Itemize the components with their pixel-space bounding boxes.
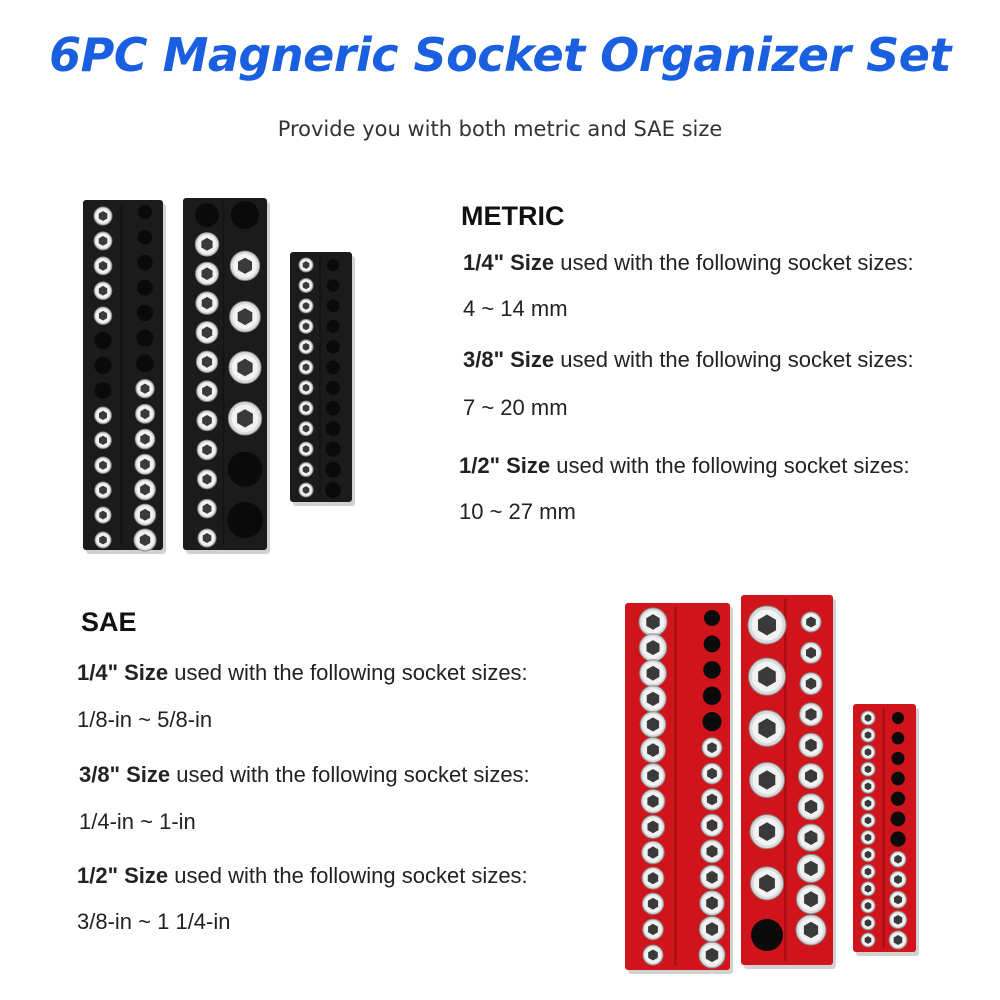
socket — [94, 282, 112, 300]
metric-heading: METRIC — [461, 201, 565, 231]
socket — [800, 673, 822, 695]
page-subtitle: Provide you with both metric and SAE size — [277, 117, 723, 141]
socket — [796, 915, 826, 945]
empty-post — [326, 340, 339, 353]
sae-range-quarter: 1/8-in ~ 5/8-in — [77, 707, 213, 732]
socket — [196, 292, 218, 314]
socket — [95, 407, 112, 424]
socket — [640, 712, 666, 738]
empty-post — [138, 205, 152, 219]
empty-post — [137, 305, 153, 321]
empty-post — [703, 687, 721, 705]
socket — [299, 360, 313, 374]
socket — [641, 764, 665, 788]
socket — [861, 779, 875, 793]
socket — [134, 529, 156, 551]
empty-post — [136, 330, 153, 347]
empty-post — [137, 280, 153, 296]
socket — [195, 233, 218, 256]
socket — [299, 442, 313, 456]
socket — [95, 532, 111, 548]
socket — [643, 945, 663, 965]
socket — [639, 634, 666, 661]
socket — [299, 319, 313, 333]
empty-post — [325, 462, 341, 478]
empty-post — [228, 452, 263, 487]
empty-post — [702, 712, 721, 731]
socket — [196, 262, 219, 285]
socket — [861, 711, 875, 725]
empty-post — [94, 332, 111, 349]
metric-range-half: 10 ~ 27 mm — [459, 499, 576, 524]
metric-range-quarter: 4 ~ 14 mm — [463, 296, 568, 321]
socket-rail — [290, 252, 355, 506]
socket — [94, 257, 112, 275]
empty-post — [138, 230, 153, 245]
socket — [700, 891, 724, 915]
socket — [197, 381, 218, 402]
socket — [642, 841, 664, 863]
socket — [798, 794, 824, 820]
socket — [642, 893, 663, 914]
socket — [748, 606, 786, 644]
empty-post — [751, 919, 783, 951]
sae-row-size: 1/4" Size — [77, 660, 169, 685]
empty-post — [327, 259, 339, 271]
socket — [94, 207, 112, 225]
socket — [889, 911, 906, 928]
socket — [699, 942, 725, 968]
empty-post — [892, 712, 904, 724]
sae-row-size: 1/2" Size — [77, 863, 169, 888]
socket — [750, 815, 784, 849]
socket — [196, 351, 217, 372]
socket — [700, 865, 724, 889]
socket — [640, 686, 666, 712]
socket — [797, 885, 826, 914]
empty-post — [327, 300, 340, 313]
socket — [701, 814, 723, 836]
socket — [94, 232, 112, 250]
socket — [861, 762, 875, 776]
empty-post — [326, 401, 341, 416]
metric-row-half — [459, 453, 910, 479]
socket — [861, 796, 875, 810]
socket — [861, 728, 875, 742]
socket — [95, 507, 111, 523]
empty-post — [892, 732, 905, 745]
sae-row-text: used with the following socket sizes: — [168, 660, 528, 685]
empty-post — [891, 752, 904, 765]
socket — [861, 813, 875, 827]
empty-post — [326, 421, 341, 436]
socket — [197, 410, 217, 430]
socket-rail — [625, 603, 733, 974]
socket — [701, 789, 722, 810]
socket — [889, 931, 907, 949]
metric-row-quarter — [463, 250, 914, 276]
socket — [798, 824, 825, 851]
sae-row-half — [77, 863, 528, 889]
socket-rail — [741, 595, 836, 969]
socket — [799, 764, 824, 789]
socket — [701, 840, 724, 863]
socket — [134, 504, 155, 525]
socket — [861, 933, 875, 947]
socket — [95, 432, 112, 449]
metric-socket-rails-image — [83, 198, 355, 554]
metric-row-size: 3/8" Size — [463, 347, 555, 372]
empty-post — [326, 381, 340, 395]
socket — [799, 733, 823, 757]
socket — [861, 916, 875, 930]
empty-post — [227, 502, 263, 538]
sae-row-text: used with the following socket sizes: — [170, 762, 530, 787]
socket-rail — [183, 198, 270, 554]
empty-post — [136, 355, 154, 373]
socket — [197, 470, 216, 489]
socket — [750, 763, 785, 798]
empty-post — [326, 360, 340, 374]
socket — [861, 865, 875, 879]
socket — [797, 854, 825, 882]
metric-row-text: used with the following socket sizes: — [554, 347, 914, 372]
socket — [641, 815, 664, 838]
empty-post — [137, 255, 152, 270]
socket — [299, 381, 313, 395]
socket — [94, 307, 111, 324]
sae-range-half: 3/8-in ~ 1 1/4-in — [77, 909, 231, 934]
socket — [135, 454, 155, 474]
socket — [749, 658, 786, 695]
socket — [299, 258, 313, 272]
socket — [136, 404, 155, 423]
socket — [643, 919, 664, 940]
socket — [800, 703, 823, 726]
empty-post — [325, 441, 340, 456]
socket — [299, 299, 313, 313]
socket — [198, 529, 216, 547]
socket — [890, 871, 906, 887]
socket — [861, 882, 875, 896]
empty-post — [231, 201, 259, 229]
socket — [861, 745, 875, 759]
socket — [702, 763, 723, 784]
socket — [890, 891, 907, 908]
socket — [230, 301, 261, 332]
empty-post — [891, 812, 906, 827]
socket — [299, 340, 313, 354]
metric-row-text: used with the following socket sizes: — [550, 453, 910, 478]
empty-post — [325, 482, 341, 498]
empty-post — [891, 772, 905, 786]
empty-post — [326, 320, 339, 333]
socket — [639, 608, 667, 636]
empty-post — [890, 831, 905, 846]
socket — [749, 710, 785, 746]
socket — [135, 429, 155, 449]
socket — [861, 831, 875, 845]
empty-post — [195, 203, 219, 227]
metric-row-text: used with the following socket sizes: — [554, 250, 914, 275]
empty-post — [891, 792, 905, 806]
sae-row-quarter — [77, 660, 528, 686]
socket — [641, 738, 666, 763]
sae-row-size: 3/8" Size — [79, 762, 171, 787]
empty-post — [704, 610, 720, 626]
socket — [702, 738, 722, 758]
socket — [299, 401, 313, 415]
sae-socket-rails-image — [625, 595, 919, 974]
metric-row-size: 1/4" Size — [463, 250, 555, 275]
socket — [861, 848, 875, 862]
socket — [228, 402, 261, 435]
socket — [640, 660, 667, 687]
socket — [699, 916, 724, 941]
socket — [861, 899, 875, 913]
socket — [136, 379, 154, 397]
sae-row-three-eighths — [79, 762, 530, 788]
socket — [95, 457, 111, 473]
socket — [196, 322, 218, 344]
socket — [801, 642, 822, 663]
socket — [751, 867, 784, 900]
sae-row-text: used with the following socket sizes: — [168, 863, 528, 888]
sae-range-three-eighths: 1/4-in ~ 1-in — [79, 809, 196, 834]
socket — [299, 278, 313, 292]
socket — [229, 352, 261, 384]
socket — [299, 422, 313, 436]
empty-post — [327, 279, 339, 291]
socket-rail — [83, 200, 166, 554]
socket — [642, 867, 664, 889]
socket-rail — [853, 704, 919, 956]
socket — [641, 789, 665, 813]
socket — [299, 483, 313, 497]
metric-row-size: 1/2" Size — [459, 453, 551, 478]
socket — [197, 440, 217, 460]
metric-row-three-eighths — [463, 347, 914, 373]
socket — [299, 463, 313, 477]
socket — [135, 479, 156, 500]
empty-post — [704, 636, 721, 653]
socket — [801, 612, 821, 632]
page-title: 6PC Magneric Socket Organizer Set — [49, 28, 951, 82]
empty-post — [95, 382, 112, 399]
empty-post — [94, 357, 111, 374]
sae-heading: SAE — [81, 607, 137, 637]
socket — [95, 482, 111, 498]
empty-post — [703, 661, 721, 679]
socket — [890, 851, 906, 867]
metric-range-three-eighths: 7 ~ 20 mm — [463, 395, 568, 420]
socket — [230, 251, 259, 280]
socket — [198, 499, 217, 518]
